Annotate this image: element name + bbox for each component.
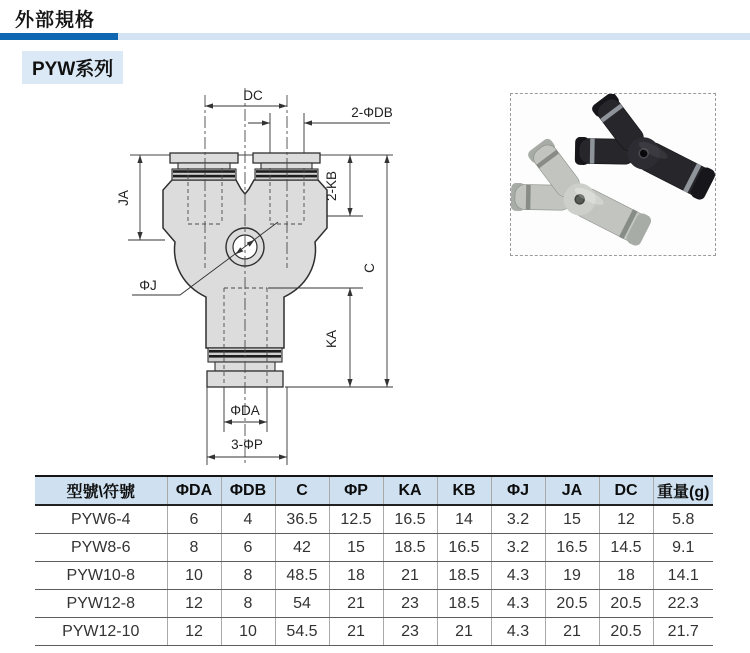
table-cell: 21: [437, 618, 491, 646]
table-cell: 3.2: [491, 534, 545, 562]
table-row: [35, 534, 713, 562]
header-cell: JA: [545, 476, 599, 505]
table-cell: 21: [383, 562, 437, 590]
table-cell: 4: [221, 505, 275, 534]
dim-label-c: C: [362, 263, 377, 273]
table-cell: 16.5: [383, 505, 437, 534]
header-cell: 重量(g): [653, 476, 713, 505]
header-cell: KB: [437, 476, 491, 505]
table-cell: 21: [545, 618, 599, 646]
accent-bar: [0, 33, 750, 40]
table-cell: 18: [599, 562, 653, 590]
table-cell: 6: [221, 534, 275, 562]
table-cell: 18.5: [383, 534, 437, 562]
table-cell: 18.5: [437, 590, 491, 618]
table-cell: 8: [167, 534, 221, 562]
table-cell: 6: [167, 505, 221, 534]
header-cell: 型號\符號: [35, 476, 167, 505]
product-photo: [510, 93, 716, 256]
spec-table: [35, 475, 713, 646]
table-cell: 14.5: [599, 534, 653, 562]
table-row: [35, 590, 713, 618]
table-cell: 20.5: [599, 590, 653, 618]
table-cell: 9.1: [653, 534, 713, 562]
table-cell: 18: [329, 562, 383, 590]
table-cell: 22.3: [653, 590, 713, 618]
dim-label-kb: 2-KB: [324, 170, 339, 202]
dim-label-db: 2-ΦDB: [351, 105, 393, 120]
product-photo-image: [511, 94, 715, 255]
table-cell: 5.8: [653, 505, 713, 534]
table-cell: 23: [383, 590, 437, 618]
table-cell: 12: [599, 505, 653, 534]
table-cell: 15: [329, 534, 383, 562]
dim-label-p: 3-ΦP: [231, 437, 263, 452]
table-cell: 15: [545, 505, 599, 534]
table-cell: 10: [167, 562, 221, 590]
table-cell: PYW12-10: [35, 618, 167, 646]
table-cell: PYW8-6: [35, 534, 167, 562]
table-cell: 4.3: [491, 562, 545, 590]
dim-label-ka: KA: [324, 329, 339, 349]
table-cell: 8: [221, 562, 275, 590]
table-cell: 20.5: [599, 618, 653, 646]
table-cell: 4.3: [491, 590, 545, 618]
dim-label-da: ΦDA: [230, 403, 260, 418]
accent-bar-light-segment: [118, 33, 750, 40]
table-row: [35, 618, 713, 646]
table-cell: 21: [329, 618, 383, 646]
spec-table-body: [35, 505, 713, 646]
table-cell: 36.5: [275, 505, 329, 534]
table-cell: 18.5: [437, 562, 491, 590]
header-cell: C: [275, 476, 329, 505]
dim-label-dc: DC: [243, 88, 263, 103]
table-cell: 12: [167, 590, 221, 618]
header-cell: ΦDA: [167, 476, 221, 505]
table-cell: 48.5: [275, 562, 329, 590]
series-badge: PYW系列: [22, 51, 123, 84]
header-cell: ΦDB: [221, 476, 275, 505]
table-cell: 14.1: [653, 562, 713, 590]
table-cell: 16.5: [437, 534, 491, 562]
table-cell: 8: [221, 590, 275, 618]
table-cell: PYW10-8: [35, 562, 167, 590]
table-cell: 54: [275, 590, 329, 618]
table-cell: 20.5: [545, 590, 599, 618]
table-cell: 42: [275, 534, 329, 562]
dim-label-ja: JA: [116, 190, 131, 206]
table-cell: 54.5: [275, 618, 329, 646]
table-cell: 21: [329, 590, 383, 618]
spec-table-head-row: [35, 476, 713, 505]
table-cell: 3.2: [491, 505, 545, 534]
header-cell: ΦJ: [491, 476, 545, 505]
table-cell: PYW6-4: [35, 505, 167, 534]
dim-label-j: ΦJ: [139, 278, 157, 293]
table-cell: 14: [437, 505, 491, 534]
accent-bar-dark-segment: [0, 33, 118, 40]
table-cell: 10: [221, 618, 275, 646]
table-cell: 12: [167, 618, 221, 646]
y-fitting-drawing: [95, 82, 415, 472]
table-cell: 4.3: [491, 618, 545, 646]
table-cell: 12.5: [329, 505, 383, 534]
table-row: [35, 505, 713, 534]
table-cell: 21.7: [653, 618, 713, 646]
table-row: [35, 562, 713, 590]
header-cell: ΦP: [329, 476, 383, 505]
dimension-drawing: [95, 82, 415, 472]
header-cell: DC: [599, 476, 653, 505]
table-cell: 19: [545, 562, 599, 590]
header-cell: KA: [383, 476, 437, 505]
table-cell: PYW12-8: [35, 590, 167, 618]
table-cell: 16.5: [545, 534, 599, 562]
table-cell: 23: [383, 618, 437, 646]
page-title: 外部規格: [15, 10, 96, 31]
